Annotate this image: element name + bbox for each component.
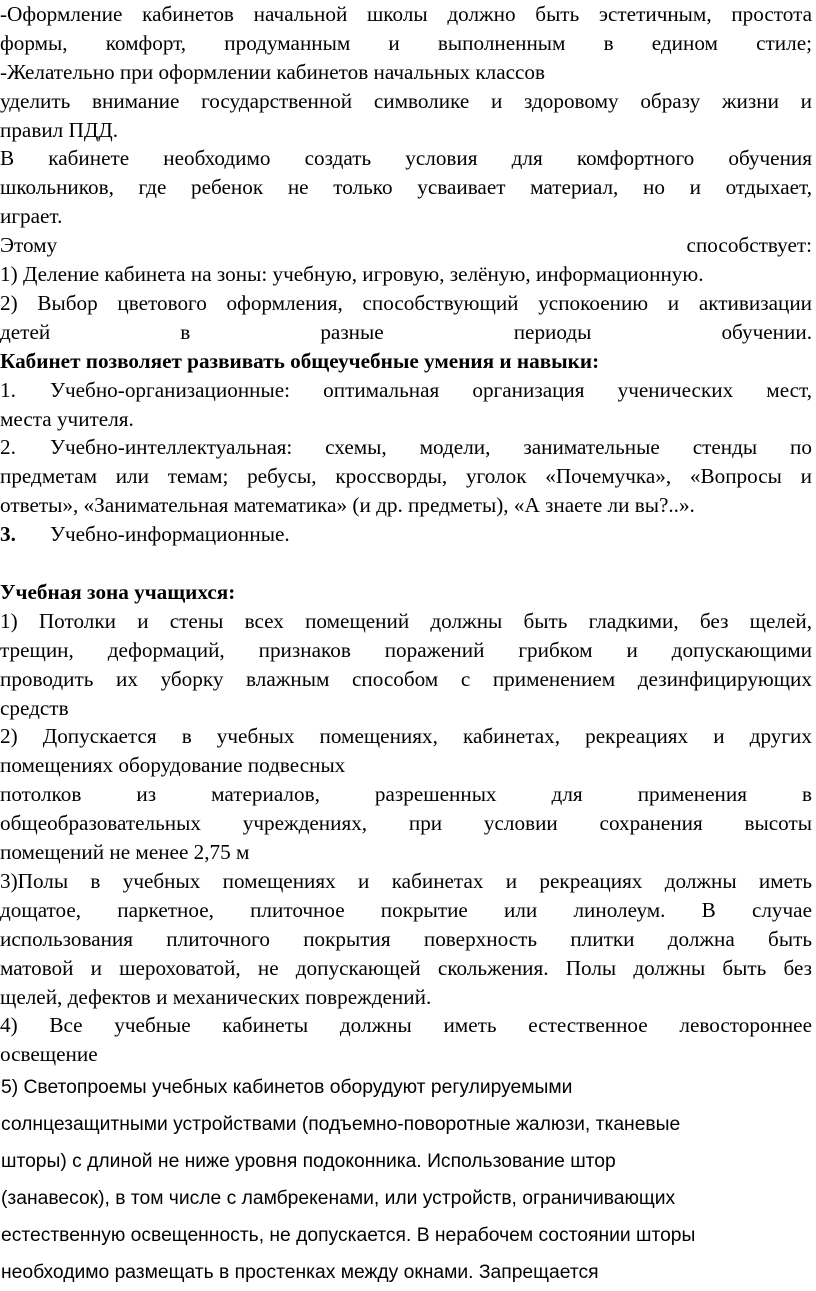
section-heading: Учебная зона учащихся: [0, 579, 236, 604]
text-line: -Оформление кабинетов начальной школы должно быть эстетичным, простота [0, 2, 812, 26]
text-line: шторы) с длиной не ниже уровня подоконника. Использование штор [1, 1151, 616, 1173]
text-line: детей в разные периоды обучении. [0, 319, 812, 344]
text-line: общеобразовательных учреждениях, при условии сохранения высоты [0, 811, 812, 836]
text-line: необходимо размещать в простенках между окнами. Запрещается [1, 1262, 599, 1284]
list-item [0, 520, 812, 549]
text-word: Этому [0, 233, 58, 258]
text-line: освещение [0, 1042, 98, 1067]
list-number: 3. [0, 522, 16, 547]
text-line: ответы», «Занимательная математика» (и др. предметы), «А знаете ли вы?..». [0, 493, 695, 518]
list-item [0, 376, 812, 405]
sans-text-block [0, 1069, 812, 1291]
text-line: 2) Выбор цветового оформления, способствующий успокоению и активизации [0, 290, 812, 315]
text-line: (занавесок), в том числе с ламбрекенами, или устройств, ограничивающих [1, 1188, 676, 1210]
text-line: потолков из материалов, разрешенных для применения в [0, 782, 812, 807]
section-heading: Кабинет позволяет развивать общеучебные умения и навыки: [0, 348, 600, 373]
text-line: помещениях оборудование подвесных [0, 753, 346, 778]
text-line: 2) Допускается в учебных помещениях, кабинетах, рекреациях и других [0, 724, 812, 749]
text-line: 5) Светопроемы учебных кабинетов оборудуют регулируемыми [1, 1077, 573, 1099]
list-item [0, 433, 812, 462]
text-line: использования плиточного покрытия поверхность плитки должна быть [0, 926, 812, 951]
text-line: помещений не менее 2,75 м [0, 840, 250, 865]
text-line: играет. [0, 204, 63, 229]
text-line: матовой и шероховатой, не допускающей скольжения. Полы должны быть без [0, 955, 812, 980]
text-line: -Желательно при оформлении кабинетов начальных классов [0, 59, 546, 84]
text-line: трещин, деформаций, признаков поражений грибком и допускающими [0, 637, 812, 662]
text-line: уделить внимание государственной символике и здоровому образу жизни и [0, 88, 812, 113]
text-line: формы, комфорт, продуманным и выполненным в едином стиле; [0, 30, 812, 55]
text-line: солнцезащитными устройствами (подъемно-поворотные жалюзи, тканевые [1, 1114, 681, 1136]
text-line: Учебно-интеллектуальная: схемы, модели, занимательные стенды по [50, 435, 812, 460]
text-line: Учебно-организационные: оптимальная организация ученических мест, [50, 377, 812, 402]
text-line: дощатое, паркетное, плиточное покрытие или линолеум. В случае [0, 897, 812, 922]
text-line: предметам или темам; ребусы, кроссворды, уголок «Почемучка», «Вопросы и [0, 464, 812, 489]
text-line: 4) Все учебные кабинеты должны иметь естественное левостороннее [0, 1013, 812, 1038]
text-line: естественную освещенность, не допускается. В нерабочем состоянии шторы [1, 1225, 696, 1247]
text-line: проводить их уборку влажным способом с применением дезинфицирующих [0, 666, 812, 691]
text-line: Учебно-информационные. [50, 522, 290, 547]
text-line: правил ПДД. [0, 117, 119, 142]
blank-line [0, 549, 812, 578]
text-line: В кабинете необходимо создать условия для комфортного обучения [0, 146, 812, 171]
list-number: 2. [0, 435, 16, 460]
text-line: школьников, где ребенок не только усваивает материал, но и отдыхает, [0, 175, 812, 200]
text-line: 3)Полы в учебных помещениях и кабинетах и рекреациях должны иметь [0, 868, 812, 893]
text-line [0, 231, 812, 260]
text-line: 1) Деление кабинета на зоны: учебную, игровую, зелёную, информационную. [0, 262, 704, 287]
text-word: способствует: [686, 233, 812, 258]
text-line: места учителя. [0, 406, 134, 431]
text-line: 1) Потолки и стены всех помещений должны быть гладкими, без щелей, [0, 608, 812, 633]
list-number: 1. [0, 377, 16, 402]
text-line: щелей, дефектов и механических повреждений. [0, 984, 432, 1009]
text-line: средств [0, 695, 69, 720]
